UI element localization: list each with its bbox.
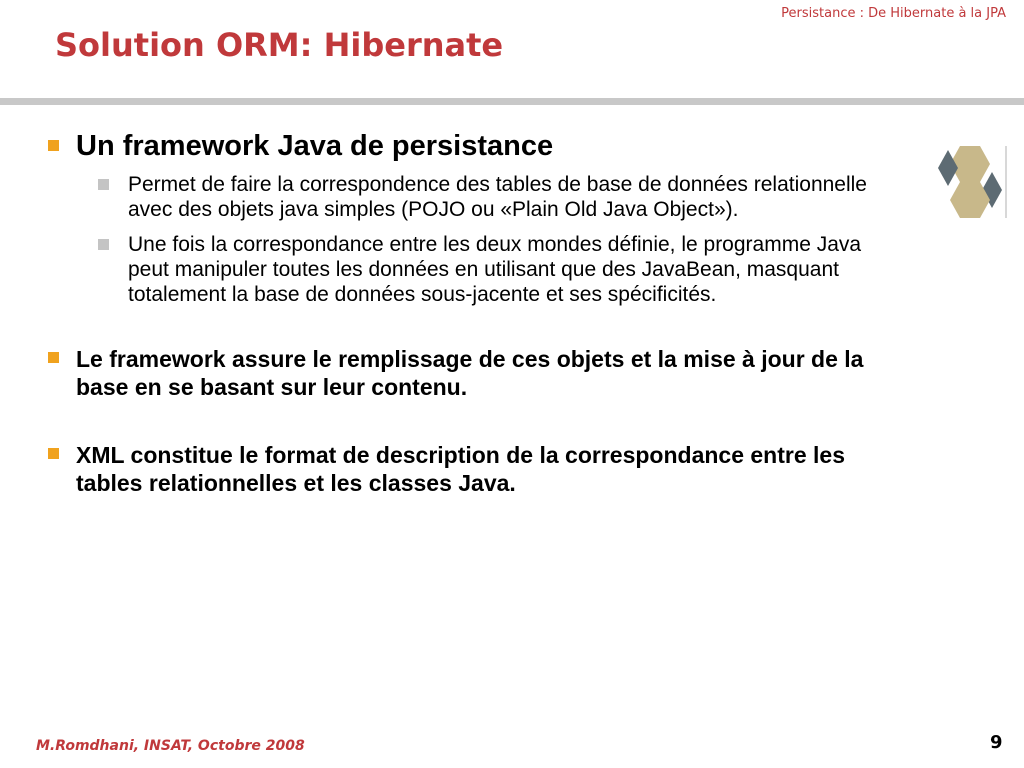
sub-bullet-correspondence — [98, 172, 868, 222]
hibernate-logo-icon — [934, 140, 1010, 224]
bullet-xml — [48, 441, 868, 497]
slide-title: Solution ORM: Hibernate — [55, 26, 504, 64]
page-number: 9 — [990, 732, 1003, 753]
header-caption: Persistance : De Hibernate à la JPA — [781, 6, 1006, 21]
sub-bullet-marker — [98, 239, 109, 250]
sub-bullet-list — [98, 172, 868, 307]
bullet-remplissage — [48, 345, 868, 401]
bullet-marker — [48, 352, 59, 363]
bullet-framework — [48, 128, 868, 164]
sub-bullet-javabean — [98, 232, 868, 307]
slide-body — [48, 128, 868, 497]
logo-gold-top — [950, 146, 990, 182]
bullet-marker — [48, 140, 59, 151]
sub-bullet-marker — [98, 179, 109, 190]
sub-bullet-text: Une fois la correspondance entre les deux mondes définie, le programme Java peut manipuler toutes les données en utilisant que des JavaBean, masquant totalement la base de données sous-jacente et ses spécificités. — [128, 233, 862, 306]
bullet-marker — [48, 448, 59, 459]
bullet-text: Le framework assure le remplissage de ces objets et la mise à jour de la base en se basant sur leur contenu. — [76, 346, 864, 400]
footer-author: M.Romdhani, INSAT, Octobre 2008 — [36, 738, 305, 754]
sub-bullet-text: Permet de faire la correspondence des tables de base de données relationnelle avec des objets java simples (POJO ou «Plain Old Java Object»). — [128, 173, 867, 221]
bullet-text: XML constitue le format de description de la correspondance entre les tables relationnelles et les classes Java. — [76, 442, 845, 496]
bullet-text: Un framework Java de persistance — [76, 130, 554, 162]
title-divider — [0, 98, 1024, 105]
